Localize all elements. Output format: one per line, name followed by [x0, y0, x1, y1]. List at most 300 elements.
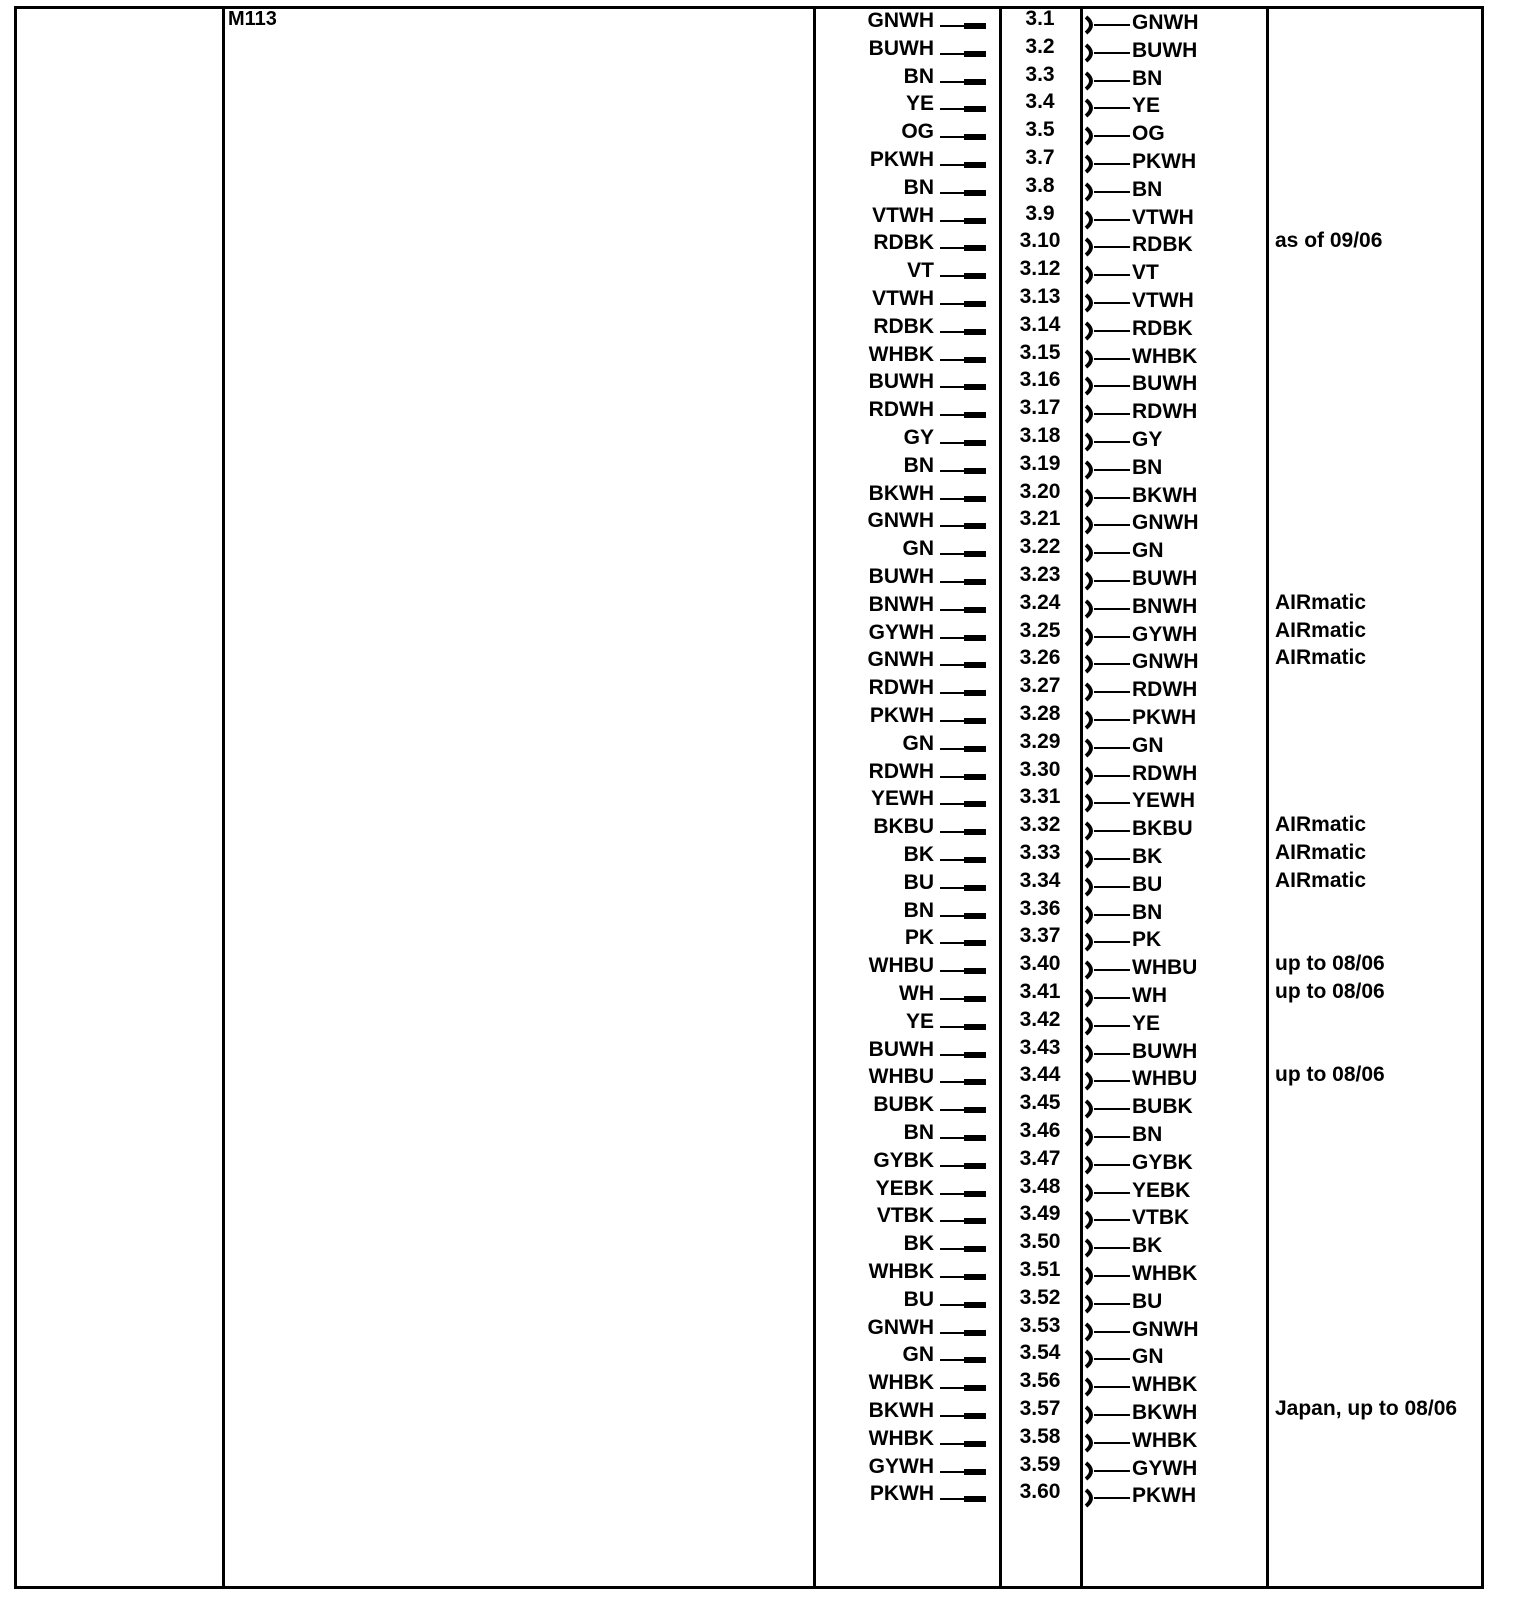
pin-number: 3.2 [1025, 34, 1055, 58]
plug-contact-icon [940, 275, 966, 277]
plug-contact-icon [940, 664, 966, 666]
wire-color-left: BN [903, 175, 934, 199]
wire-color-right: GNWH [1132, 650, 1199, 674]
wire-color-right: GYWH [1132, 622, 1198, 646]
wire-color-right: GN [1132, 539, 1164, 563]
plug-contact-icon [940, 553, 966, 555]
plug-contact-icon [940, 887, 966, 889]
wire-color-left: WHBU [868, 1065, 934, 1089]
wire-color-left: BK [903, 843, 934, 866]
pin-number: 3.47 [1019, 1146, 1061, 1170]
wire-color-right: YE [1132, 1011, 1161, 1035]
plug-contact-icon [940, 609, 966, 611]
pin-number: 3.18 [1019, 424, 1061, 447]
pin-row [0, 1285, 1520, 1319]
pin-number: 3.14 [1019, 312, 1061, 336]
wire-color-left: WH [899, 982, 934, 1005]
pin-number: 3.43 [1019, 1035, 1061, 1059]
pin-number: 3.58 [1019, 1424, 1061, 1448]
pin-number: 3.21 [1019, 507, 1061, 531]
socket-contact-icon [1084, 321, 1132, 341]
wire-color-right: WHBK [1132, 1262, 1198, 1285]
socket-contact-icon [1084, 599, 1132, 619]
wire-color-left: YE [905, 92, 934, 116]
wire-color-left: RDBK [873, 314, 934, 338]
socket-contact-icon [1084, 15, 1132, 35]
wire-color-right: GN [1132, 733, 1164, 757]
wire-color-right: BKWH [1132, 483, 1198, 507]
wire-color-right: BN [1132, 177, 1163, 201]
remark: up to 08/06 [1275, 952, 1385, 976]
pin-number: 3.17 [1019, 396, 1061, 420]
pin-row [0, 757, 1520, 791]
plug-contact-icon [940, 331, 966, 333]
wire-color-right: RDWH [1132, 400, 1198, 424]
plug-contact-icon [940, 1165, 966, 1167]
component-label: M113 [228, 8, 277, 30]
wire-color-left: YE [905, 1009, 934, 1033]
pin-row [0, 1480, 1520, 1513]
wire-color-right: BK [1132, 845, 1163, 868]
remark: AIRmatic [1275, 646, 1367, 670]
wire-color-right: BUWH [1132, 567, 1198, 590]
socket-contact-icon [1084, 293, 1132, 313]
wire-color-right: VTBK [1132, 1206, 1190, 1230]
wire-color-left: GYBK [873, 1148, 934, 1172]
pin-number: 3.46 [1019, 1119, 1061, 1142]
socket-contact-icon [1084, 1349, 1132, 1369]
socket-contact-icon [1084, 627, 1132, 647]
socket-contact-icon [1084, 960, 1132, 980]
socket-contact-icon [1084, 1210, 1132, 1230]
socket-contact-icon [1084, 376, 1132, 396]
wire-color-left: RDWH [868, 759, 934, 783]
wire-color-left: BU [903, 870, 934, 894]
pin-number: 3.3 [1025, 62, 1055, 86]
pin-row [0, 702, 1520, 735]
wire-color-right: GY [1132, 428, 1163, 451]
pin-row [0, 1091, 1520, 1124]
pin-number: 3.25 [1019, 618, 1061, 642]
socket-contact-icon [1084, 460, 1132, 480]
pin-number: 3.27 [1019, 674, 1061, 698]
socket-contact-icon [1084, 43, 1132, 63]
wire-color-left: BN [903, 64, 934, 88]
pin-row [0, 396, 1520, 429]
remark: Japan, up to 08/06 [1275, 1397, 1458, 1420]
socket-contact-icon [1084, 710, 1132, 730]
pin-row [0, 1397, 1520, 1430]
wire-color-left: BKWH [868, 1399, 934, 1422]
pin-row [0, 7, 1520, 40]
socket-contact-icon [1084, 738, 1132, 758]
wire-color-right: WHBK [1132, 1373, 1198, 1397]
plug-contact-icon [940, 637, 966, 639]
wire-color-left: WHBK [868, 342, 934, 366]
pin-number: 3.4 [1025, 90, 1055, 114]
pin-number: 3.30 [1019, 757, 1061, 781]
plug-contact-icon [940, 915, 966, 917]
wire-color-right: RDBK [1132, 316, 1193, 340]
plug-contact-icon [940, 1415, 966, 1417]
pin-row [0, 868, 1520, 902]
socket-contact-icon [1084, 1044, 1132, 1064]
pin-row [0, 674, 1520, 707]
socket-contact-icon [1084, 515, 1132, 535]
pin-number: 3.40 [1019, 952, 1061, 976]
socket-contact-icon [1084, 1461, 1132, 1481]
wire-color-left: WHBU [868, 954, 934, 978]
plug-contact-icon [940, 498, 966, 500]
pin-row [0, 980, 1520, 1013]
plug-contact-icon [940, 859, 966, 861]
wire-color-right: PK [1132, 928, 1162, 952]
plug-contact-icon [940, 1081, 966, 1083]
wire-color-right: BK [1132, 1234, 1163, 1258]
pin-row [0, 451, 1520, 485]
wire-color-left: BUWH [868, 370, 934, 394]
pin-row [0, 535, 1520, 568]
pin-number: 3.32 [1019, 813, 1061, 837]
wire-color-left: OG [901, 120, 934, 144]
socket-contact-icon [1084, 349, 1132, 369]
plug-contact-icon [940, 942, 966, 944]
socket-contact-icon [1084, 404, 1132, 424]
pin-number: 3.7 [1025, 146, 1055, 169]
socket-contact-icon [1084, 849, 1132, 869]
pin-row [0, 729, 1520, 763]
wire-color-right: BUWH [1132, 1039, 1198, 1063]
pin-number: 3.26 [1019, 646, 1061, 670]
wire-color-right: WHBU [1132, 1067, 1198, 1091]
pin-row [0, 62, 1520, 96]
wire-color-right: WH [1132, 984, 1167, 1007]
remark: AIRmatic [1275, 618, 1367, 642]
socket-contact-icon [1084, 1433, 1132, 1453]
plug-contact-icon [940, 692, 966, 694]
pin-number: 3.10 [1019, 229, 1061, 253]
pin-row [0, 340, 1520, 374]
pin-number: 3.50 [1019, 1230, 1061, 1254]
wire-color-left: VTWH [872, 203, 934, 227]
socket-contact-icon [1084, 1183, 1132, 1203]
pin-row [0, 896, 1520, 930]
wire-color-left: GNWH [867, 1315, 934, 1339]
socket-contact-icon [1084, 265, 1132, 285]
plug-contact-icon [940, 970, 966, 972]
pin-number: 3.1 [1025, 7, 1055, 30]
socket-contact-icon [1084, 210, 1132, 230]
plug-contact-icon [940, 748, 966, 750]
plug-contact-icon [940, 1498, 966, 1500]
pin-number: 3.48 [1019, 1174, 1061, 1198]
pin-row [0, 1258, 1520, 1291]
wire-color-right: BKBU [1132, 817, 1193, 841]
socket-contact-icon [1084, 932, 1132, 952]
plug-contact-icon [940, 1443, 966, 1445]
plug-contact-icon [940, 359, 966, 361]
plug-contact-icon [940, 1332, 966, 1334]
wire-color-left: BUWH [868, 1037, 934, 1061]
wire-color-right: BN [1132, 66, 1163, 90]
plug-contact-icon [940, 108, 966, 110]
pin-number: 3.23 [1019, 563, 1061, 586]
wire-color-right: YEBK [1132, 1178, 1191, 1202]
socket-contact-icon [1084, 1488, 1132, 1508]
wire-color-left: BUWH [868, 36, 934, 60]
pin-number: 3.20 [1019, 479, 1061, 503]
wire-color-left: WHBK [868, 1371, 934, 1395]
pin-row [0, 1230, 1520, 1263]
wire-color-left: BUWH [868, 565, 934, 588]
wire-color-right: BU [1132, 1289, 1163, 1313]
socket-contact-icon [1084, 905, 1132, 925]
pin-number: 3.9 [1025, 201, 1055, 225]
socket-contact-icon [1084, 654, 1132, 674]
wire-color-right: GNWH [1132, 1317, 1199, 1341]
pin-row [0, 118, 1520, 151]
wire-color-right: YE [1132, 94, 1161, 118]
plug-contact-icon [940, 164, 966, 166]
plug-contact-icon [940, 220, 966, 222]
pin-number: 3.5 [1025, 118, 1055, 142]
pin-number: 3.34 [1019, 868, 1061, 892]
pin-row [0, 285, 1520, 318]
pin-number: 3.45 [1019, 1091, 1061, 1115]
pin-row [0, 479, 1520, 513]
plug-contact-icon [940, 136, 966, 138]
wire-color-right: WHBK [1132, 344, 1198, 368]
pin-row [0, 1007, 1520, 1041]
wire-color-right: PKWH [1132, 150, 1197, 173]
wire-color-right: WHBU [1132, 956, 1198, 980]
socket-contact-icon [1084, 1155, 1132, 1175]
plug-contact-icon [940, 1387, 966, 1389]
pin-number: 3.54 [1019, 1341, 1061, 1365]
plug-contact-icon [940, 1193, 966, 1195]
wire-color-left: YEBK [875, 1176, 934, 1200]
wire-color-right: BUBK [1132, 1095, 1193, 1119]
wire-color-left: PKWH [869, 1482, 934, 1506]
wire-color-right: GYWH [1132, 1456, 1198, 1480]
wire-color-right: BN [1132, 1123, 1163, 1146]
wire-color-left: WHBK [868, 1426, 934, 1450]
socket-contact-icon [1084, 682, 1132, 702]
socket-contact-icon [1084, 821, 1132, 841]
pin-row [0, 1146, 1520, 1180]
pin-number: 3.16 [1019, 368, 1061, 392]
plug-contact-icon [940, 414, 966, 416]
pin-number: 3.56 [1019, 1369, 1061, 1393]
wire-color-right: BU [1132, 872, 1163, 896]
pin-row [0, 34, 1520, 68]
pin-number: 3.29 [1019, 729, 1061, 753]
wire-color-left: YEWH [871, 787, 934, 811]
wire-color-left: GNWH [867, 509, 934, 533]
wire-color-right: PKWH [1132, 706, 1197, 729]
wire-color-left: GN [902, 1343, 934, 1367]
wire-color-left: PK [904, 926, 934, 950]
pin-number: 3.33 [1019, 841, 1061, 864]
pin-row [0, 1313, 1520, 1347]
pin-number: 3.22 [1019, 535, 1061, 559]
pin-row [0, 1063, 1520, 1096]
pin-number: 3.12 [1019, 257, 1061, 281]
plug-contact-icon [940, 192, 966, 194]
wire-color-right: BKWH [1132, 1401, 1198, 1424]
wire-color-left: GYWH [868, 1454, 934, 1478]
plug-contact-icon [940, 1220, 966, 1222]
pin-number: 3.15 [1019, 340, 1061, 364]
wire-color-left: VTBK [876, 1204, 934, 1228]
wire-color-right: OG [1132, 122, 1165, 146]
wire-color-right: WHBK [1132, 1428, 1198, 1452]
plug-contact-icon [940, 831, 966, 833]
pin-row [0, 1119, 1520, 1152]
plug-contact-icon [940, 442, 966, 444]
socket-contact-icon [1084, 543, 1132, 563]
pin-number: 3.60 [1019, 1480, 1061, 1504]
plug-contact-icon [940, 581, 966, 583]
socket-contact-icon [1084, 877, 1132, 897]
wire-color-right: GYBK [1132, 1150, 1193, 1174]
wire-color-right: GNWH [1132, 511, 1199, 535]
plug-contact-icon [940, 1304, 966, 1306]
socket-contact-icon [1084, 1322, 1132, 1342]
plug-contact-icon [940, 1471, 966, 1473]
plug-contact-icon [940, 1137, 966, 1139]
wire-color-right: YEWH [1132, 789, 1195, 813]
pin-number: 3.19 [1019, 451, 1061, 475]
socket-contact-icon [1084, 571, 1132, 591]
pin-number: 3.53 [1019, 1313, 1061, 1337]
pin-number: 3.59 [1019, 1452, 1061, 1476]
plug-contact-icon [940, 776, 966, 778]
socket-contact-icon [1084, 1099, 1132, 1119]
wire-color-left: BN [903, 453, 934, 477]
socket-contact-icon [1084, 1016, 1132, 1036]
socket-contact-icon [1084, 98, 1132, 118]
wire-color-right: GNWH [1132, 11, 1199, 34]
pin-row [0, 368, 1520, 401]
wire-color-left: PKWH [869, 704, 934, 727]
wire-color-left: GYWH [868, 620, 934, 644]
wire-color-right: RDBK [1132, 233, 1193, 257]
wire-color-left: WHBK [868, 1260, 934, 1283]
wire-color-right: VT [1132, 261, 1159, 285]
socket-contact-icon [1084, 1405, 1132, 1425]
pin-row [0, 1202, 1520, 1235]
socket-contact-icon [1084, 1071, 1132, 1091]
plug-contact-icon [940, 470, 966, 472]
pin-row [0, 90, 1520, 123]
wire-color-left: BKWH [868, 481, 934, 505]
wire-color-left: PKWH [869, 148, 934, 171]
socket-contact-icon [1084, 432, 1132, 452]
pin-row [0, 257, 1520, 290]
pin-number: 3.24 [1019, 590, 1061, 614]
wire-color-left: RDWH [868, 676, 934, 700]
wire-color-right: PKWH [1132, 1484, 1197, 1508]
pin-number: 3.31 [1019, 785, 1061, 809]
wire-color-left: BUBK [873, 1093, 934, 1117]
plug-contact-icon [940, 525, 966, 527]
wire-color-left: BU [903, 1287, 934, 1311]
socket-contact-icon [1084, 71, 1132, 91]
wire-color-left: BN [903, 1121, 934, 1144]
pin-row [0, 1341, 1520, 1374]
socket-contact-icon [1084, 182, 1132, 202]
remark: as of 09/06 [1275, 229, 1383, 253]
plug-contact-icon [940, 1054, 966, 1056]
socket-contact-icon [1084, 988, 1132, 1008]
plug-contact-icon [940, 25, 966, 27]
plug-contact-icon [940, 1276, 966, 1278]
wire-color-right: VTWH [1132, 205, 1194, 229]
plug-contact-icon [940, 1359, 966, 1361]
wire-color-left: VT [907, 259, 934, 283]
pin-number: 3.42 [1019, 1007, 1061, 1031]
pin-number: 3.44 [1019, 1063, 1061, 1087]
wire-color-right: BN [1132, 900, 1163, 924]
wire-color-left: RDWH [868, 398, 934, 422]
pin-number: 3.41 [1019, 980, 1061, 1003]
wire-color-left: BK [903, 1232, 934, 1256]
pin-row [0, 312, 1520, 346]
wire-color-left: RDBK [873, 231, 934, 255]
plug-contact-icon [940, 1109, 966, 1111]
remark: AIRmatic [1275, 868, 1367, 892]
wire-color-left: GY [903, 426, 934, 449]
remark: AIRmatic [1275, 841, 1367, 864]
wire-color-left: GNWH [867, 9, 934, 32]
pin-row [0, 1174, 1520, 1208]
pin-row [0, 424, 1520, 457]
plug-contact-icon [940, 303, 966, 305]
pin-row [0, 1424, 1520, 1458]
pin-number: 3.37 [1019, 924, 1061, 948]
socket-contact-icon [1084, 237, 1132, 257]
pin-row [0, 646, 1520, 679]
remark: AIRmatic [1275, 813, 1367, 837]
wire-color-right: RDWH [1132, 761, 1198, 785]
pin-row [0, 507, 1520, 540]
plug-contact-icon [940, 386, 966, 388]
socket-contact-icon [1084, 488, 1132, 508]
plug-contact-icon [940, 1026, 966, 1028]
plug-contact-icon [940, 1248, 966, 1250]
pin-number: 3.57 [1019, 1397, 1061, 1420]
pin-row [0, 1452, 1520, 1486]
remark: up to 08/06 [1275, 980, 1385, 1003]
wire-color-right: GN [1132, 1345, 1164, 1369]
socket-contact-icon [1084, 1266, 1132, 1286]
plug-contact-icon [940, 998, 966, 1000]
plug-contact-icon [940, 720, 966, 722]
wire-color-left: GN [902, 731, 934, 755]
wire-color-right: VTWH [1132, 289, 1194, 312]
wire-color-right: BUWH [1132, 38, 1198, 62]
socket-contact-icon [1084, 793, 1132, 813]
pin-row [0, 146, 1520, 179]
pin-number: 3.36 [1019, 896, 1061, 920]
pin-number: 3.28 [1019, 702, 1061, 725]
pin-number: 3.8 [1025, 173, 1055, 197]
socket-contact-icon [1084, 766, 1132, 786]
plug-contact-icon [940, 803, 966, 805]
socket-contact-icon [1084, 154, 1132, 174]
wire-color-left: BN [903, 898, 934, 922]
